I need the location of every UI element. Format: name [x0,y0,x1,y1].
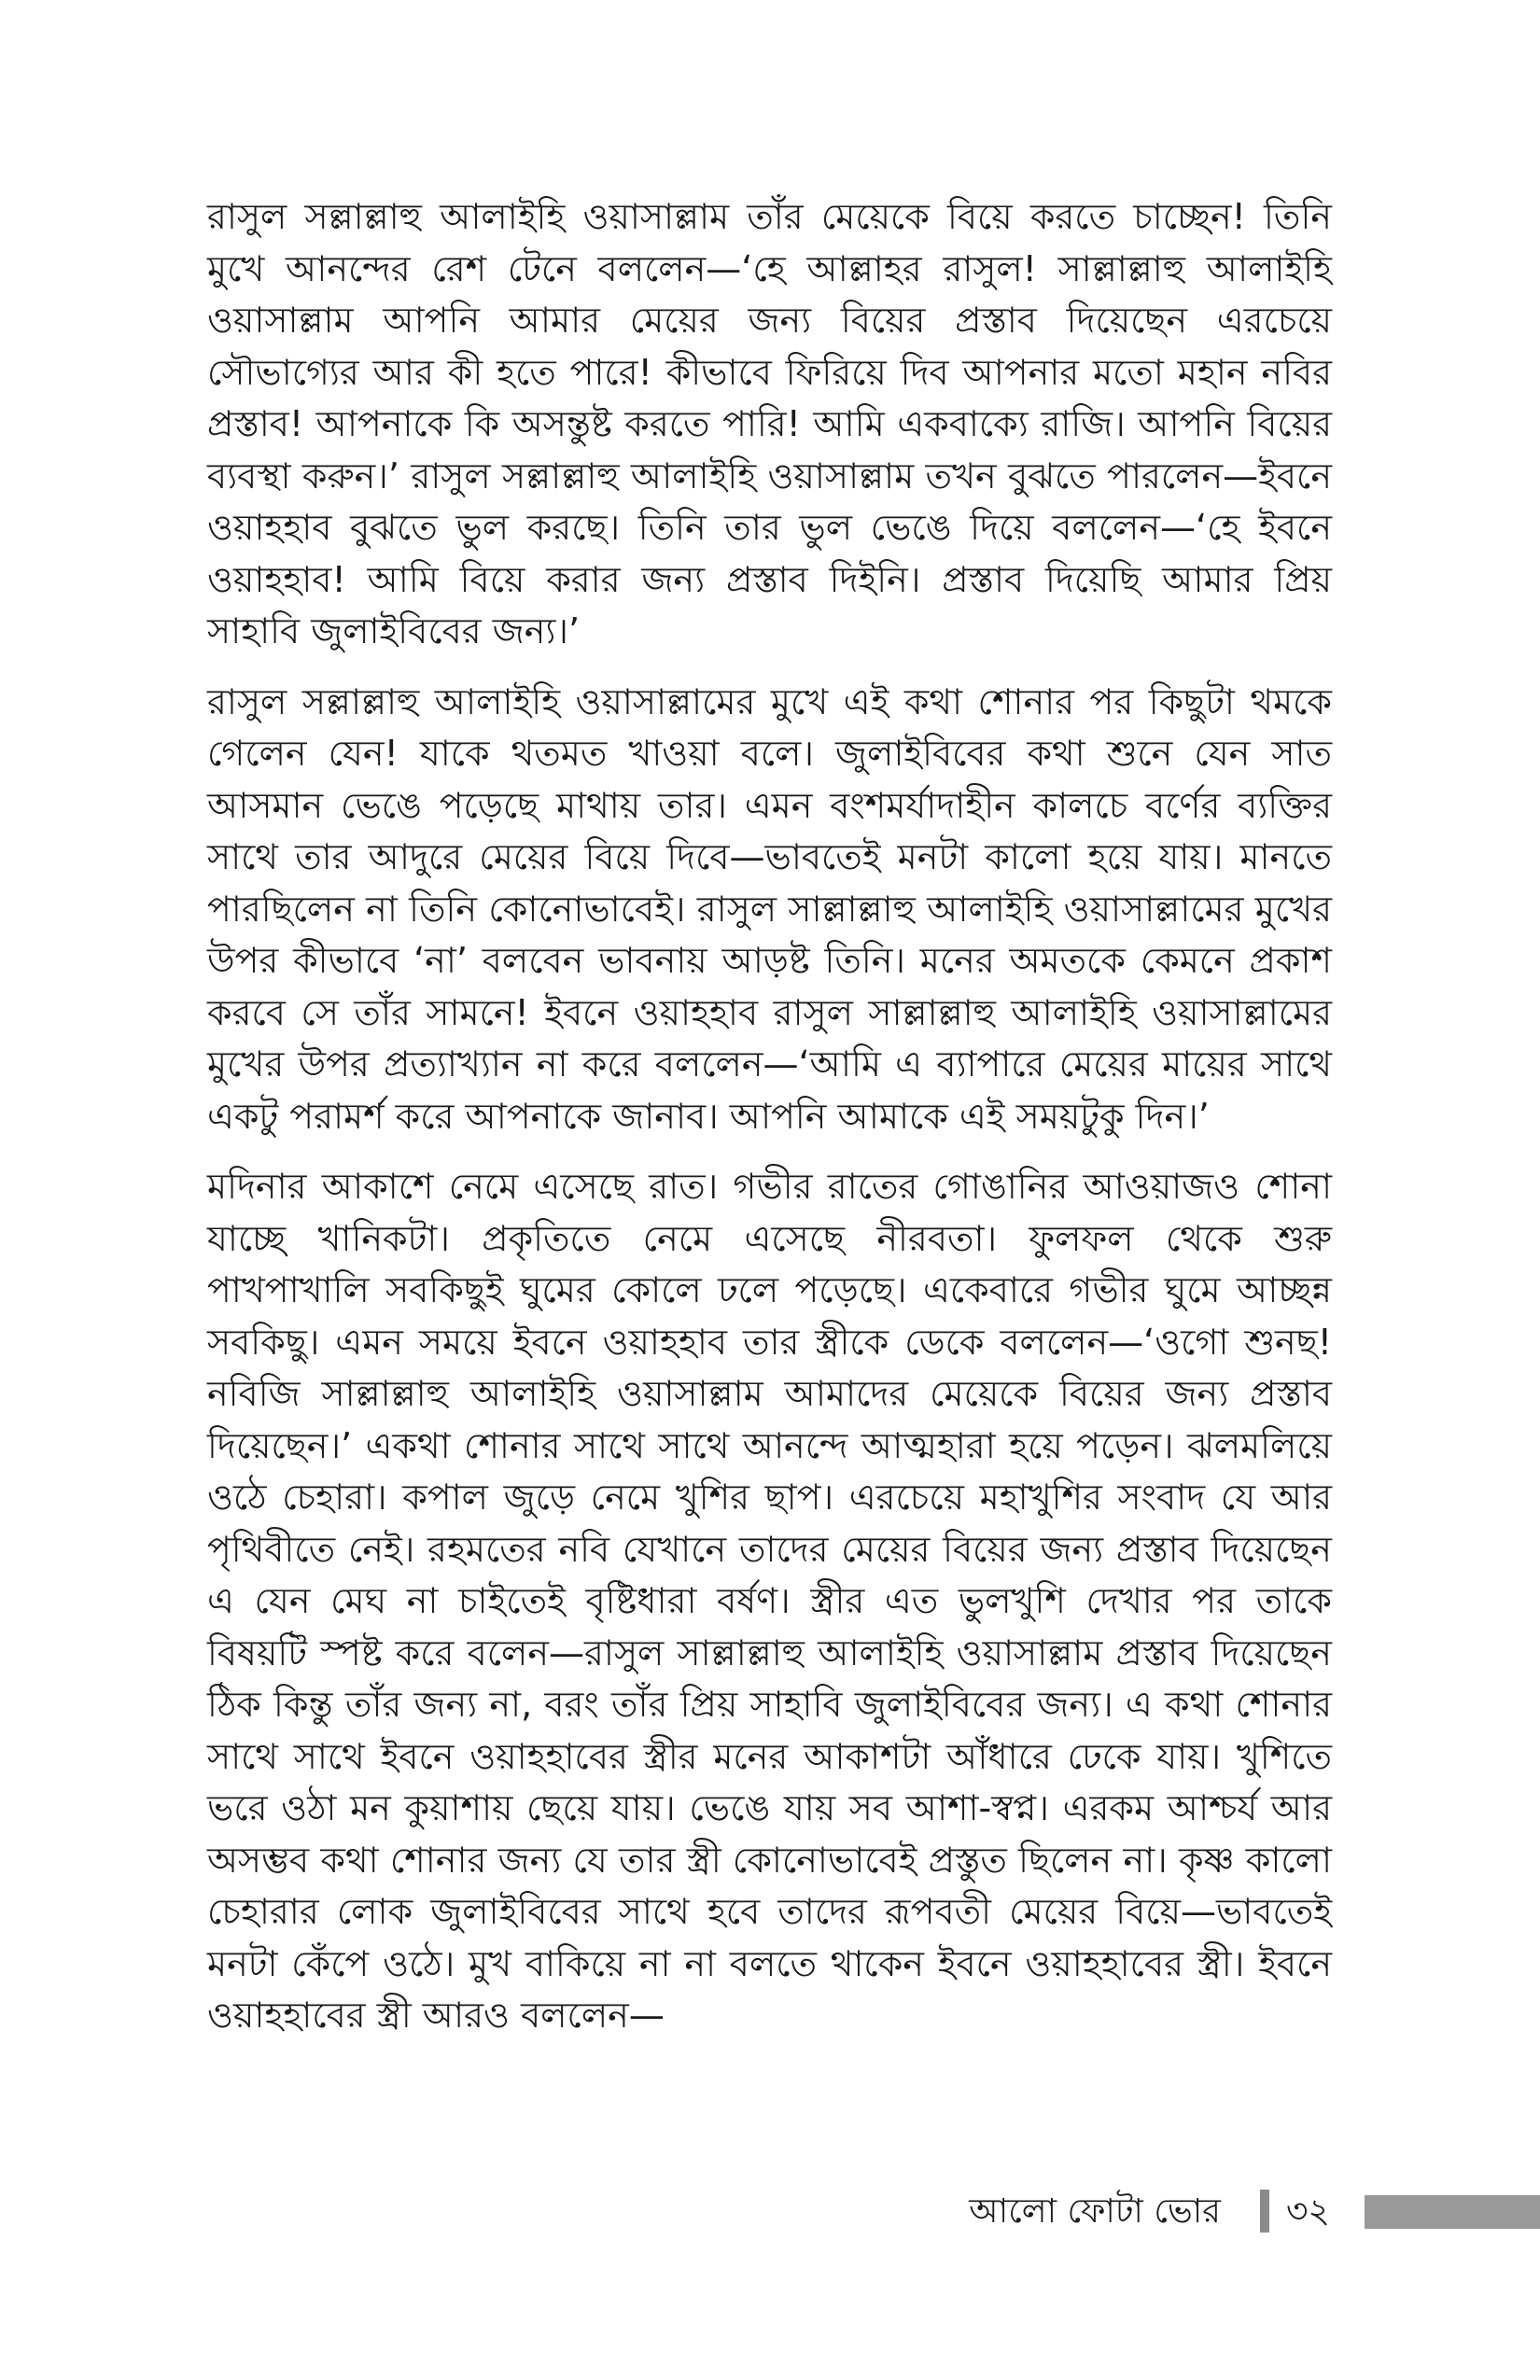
page-footer [0,2184,1540,2240]
footer-divider [1260,2190,1269,2233]
page-number: ৩২ [1286,2192,1330,2231]
running-title: আলো ফোটা ভোর [969,2192,1221,2231]
page-body [207,191,1332,2061]
paragraph-3: মদিনার আকাশে নেমে এসেছে রাত। গভীর রাতের গোঙানির আওয়াজও শোনা যাচ্ছে খানিকটা। প্রকৃতিতে নেমে এসেছে নীরবতা। ফুলফল থেকে শুরু পাখপাখালি সবকিছুই ঘুমের কোলে ঢলে পড়েছে। একেবারে গভীর ঘুমে আচ্ছন্ন সবকিছু। এমন সময়ে ইবনে ওয়াহহাব তার স্ত্রীকে ডেকে বললেন—‘ওগো শুনছ! নবিজি সাল্লাল্লাহু আলাইহি ওয়াসাল্লাম আমাদের মেয়েকে বিয়ের জন্য প্রস্তাব দিয়েছেন।’ একথা শোনার সাথে সাথে আনন্দে আত্মহারা হয়ে পড়েন। ঝলমলিয়ে ওঠে চেহারা। কপাল জুড়ে নেমে খুশির ছাপ। এরচেয়ে মহাখুশির সংবাদ যে আর পৃথিবীতে নেই। রহমতের নবি যেখানে তাদের মেয়ের বিয়ের জন্য প্রস্তাব দিয়েছেন এ যেন মেঘ না চাইতেই বৃষ্টিধারা বর্ষণ। স্ত্রীর এত ভুলখুশি দেখার পর তাকে বিষয়টি স্পষ্ট করে বলেন—রাসুল সাল্লাল্লাহু আলাইহি ওয়াসাল্লাম প্রস্তাব দিয়েছেন ঠিক কিন্তু তাঁর জন্য না, বরং তাঁর প্রিয় সাহাবি জুলাইবিবের জন্য। এ কথা শোনার সাথে সাথে ইবনে ওয়াহহাবের স্ত্রীর মনের আকাশটা আঁধারে ঢেকে যায়। খুশিতে ভরে ওঠা মন কুয়াশায় ছেয়ে যায়। ভেঙে যায় সব আশা-স্বপ্ন। এরকম আশ্চর্য আর অসম্ভব কথা শোনার জন্য যে তার স্ত্রী কোনোভাবেই প্রস্তুত ছিলেন না। কৃষ্ণ কালো চেহারার লোক জুলাইবিবের সাথে হবে তাদের রূপবতী মেয়ের বিয়ে—ভাবতেই মনটা কেঁপে ওঠে। মুখ বাকিয়ে না না বলতে থাকেন ইবনে ওয়াহহাবের স্ত্রী। ইবনে ওয়াহহাবের স্ত্রী আরও বললেন— [207,1166,1332,2036]
paragraph-2: রাসুল সল্লাল্লাহু আলাইহি ওয়াসাল্লামের মুখে এই কথা শোনার পর কিছুটা থমকে গেলেন যেন! যাকে থতমত খাওয়া বলে। জুলাইবিবের কথা শুনে যেন সাত আসমান ভেঙে পড়েছে মাথায় তার। এমন বংশমর্যাদাহীন কালচে বর্ণের ব্যক্তির সাথে তার আদুরে মেয়ের বিয়ে দিবে—ভাবতেই মনটা কালো হয়ে যায়। মানতে পারছিলেন না তিনি কোনোভাবেই। রাসুল সাল্লাল্লাহু আলাইহি ওয়াসাল্লামের মুখের উপর কীভাবে ‘না’ বলবেন ভাবনায় আড়ষ্ট তিনি। মনের অমতকে কেমনে প্রকাশ করবে সে তাঁর সামনে! ইবনে ওয়াহহাব রাসুল সাল্লাল্লাহু আলাইহি ওয়াসাল্লামের মুখের উপর প্রত্যাখ্যান না করে বললেন—‘আমি এ ব্যাপারে মেয়ের মায়ের সাথে একটু পরামর্শ করে আপনাকে জানাব। আপনি আমাকে এই সময়টুকু দিন।’ [207,680,1332,1137]
paragraph-1: রাসুল সল্লাল্লাহু আলাইহি ওয়াসাল্লাম তাঁর মেয়েকে বিয়ে করতে চাচ্ছেন! তিনি মুখে আনন্দের রেশ টেনে বললেন—‘হে আল্লাহর রাসুল! সাল্লাল্লাহু আলাইহি ওয়াসাল্লাম আপনি আমার মেয়ের জন্য বিয়ের প্রস্তাব দিয়েছেন এরচেয়ে সৌভাগ্যের আর কী হতে পারে! কীভাবে ফিরিয়ে দিব আপনার মতো মহান নবির প্রস্তাব! আপনাকে কি অসন্তুষ্ট করতে পারি! আমি একবাক্যে রাজি। আপনি বিয়ের ব্যবস্থা করুন।’ রাসুল সল্লাল্লাহু আলাইহি ওয়াসাল্লাম তখন বুঝতে পারলেন—ইবনে ওয়াহহাব বুঝতে ভুল করছে। তিনি তার ভুল ভেঙে দিয়ে বললেন—‘হে ইবনে ওয়াহহাব! আমি বিয়ে করার জন্য প্রস্তাব দিইনি। প্রস্তাব দিয়েছি আমার প্রিয় সাহাবি জুলাইবিবের জন্য।’ [207,196,1332,651]
page-edge-tab [1365,2195,1540,2229]
